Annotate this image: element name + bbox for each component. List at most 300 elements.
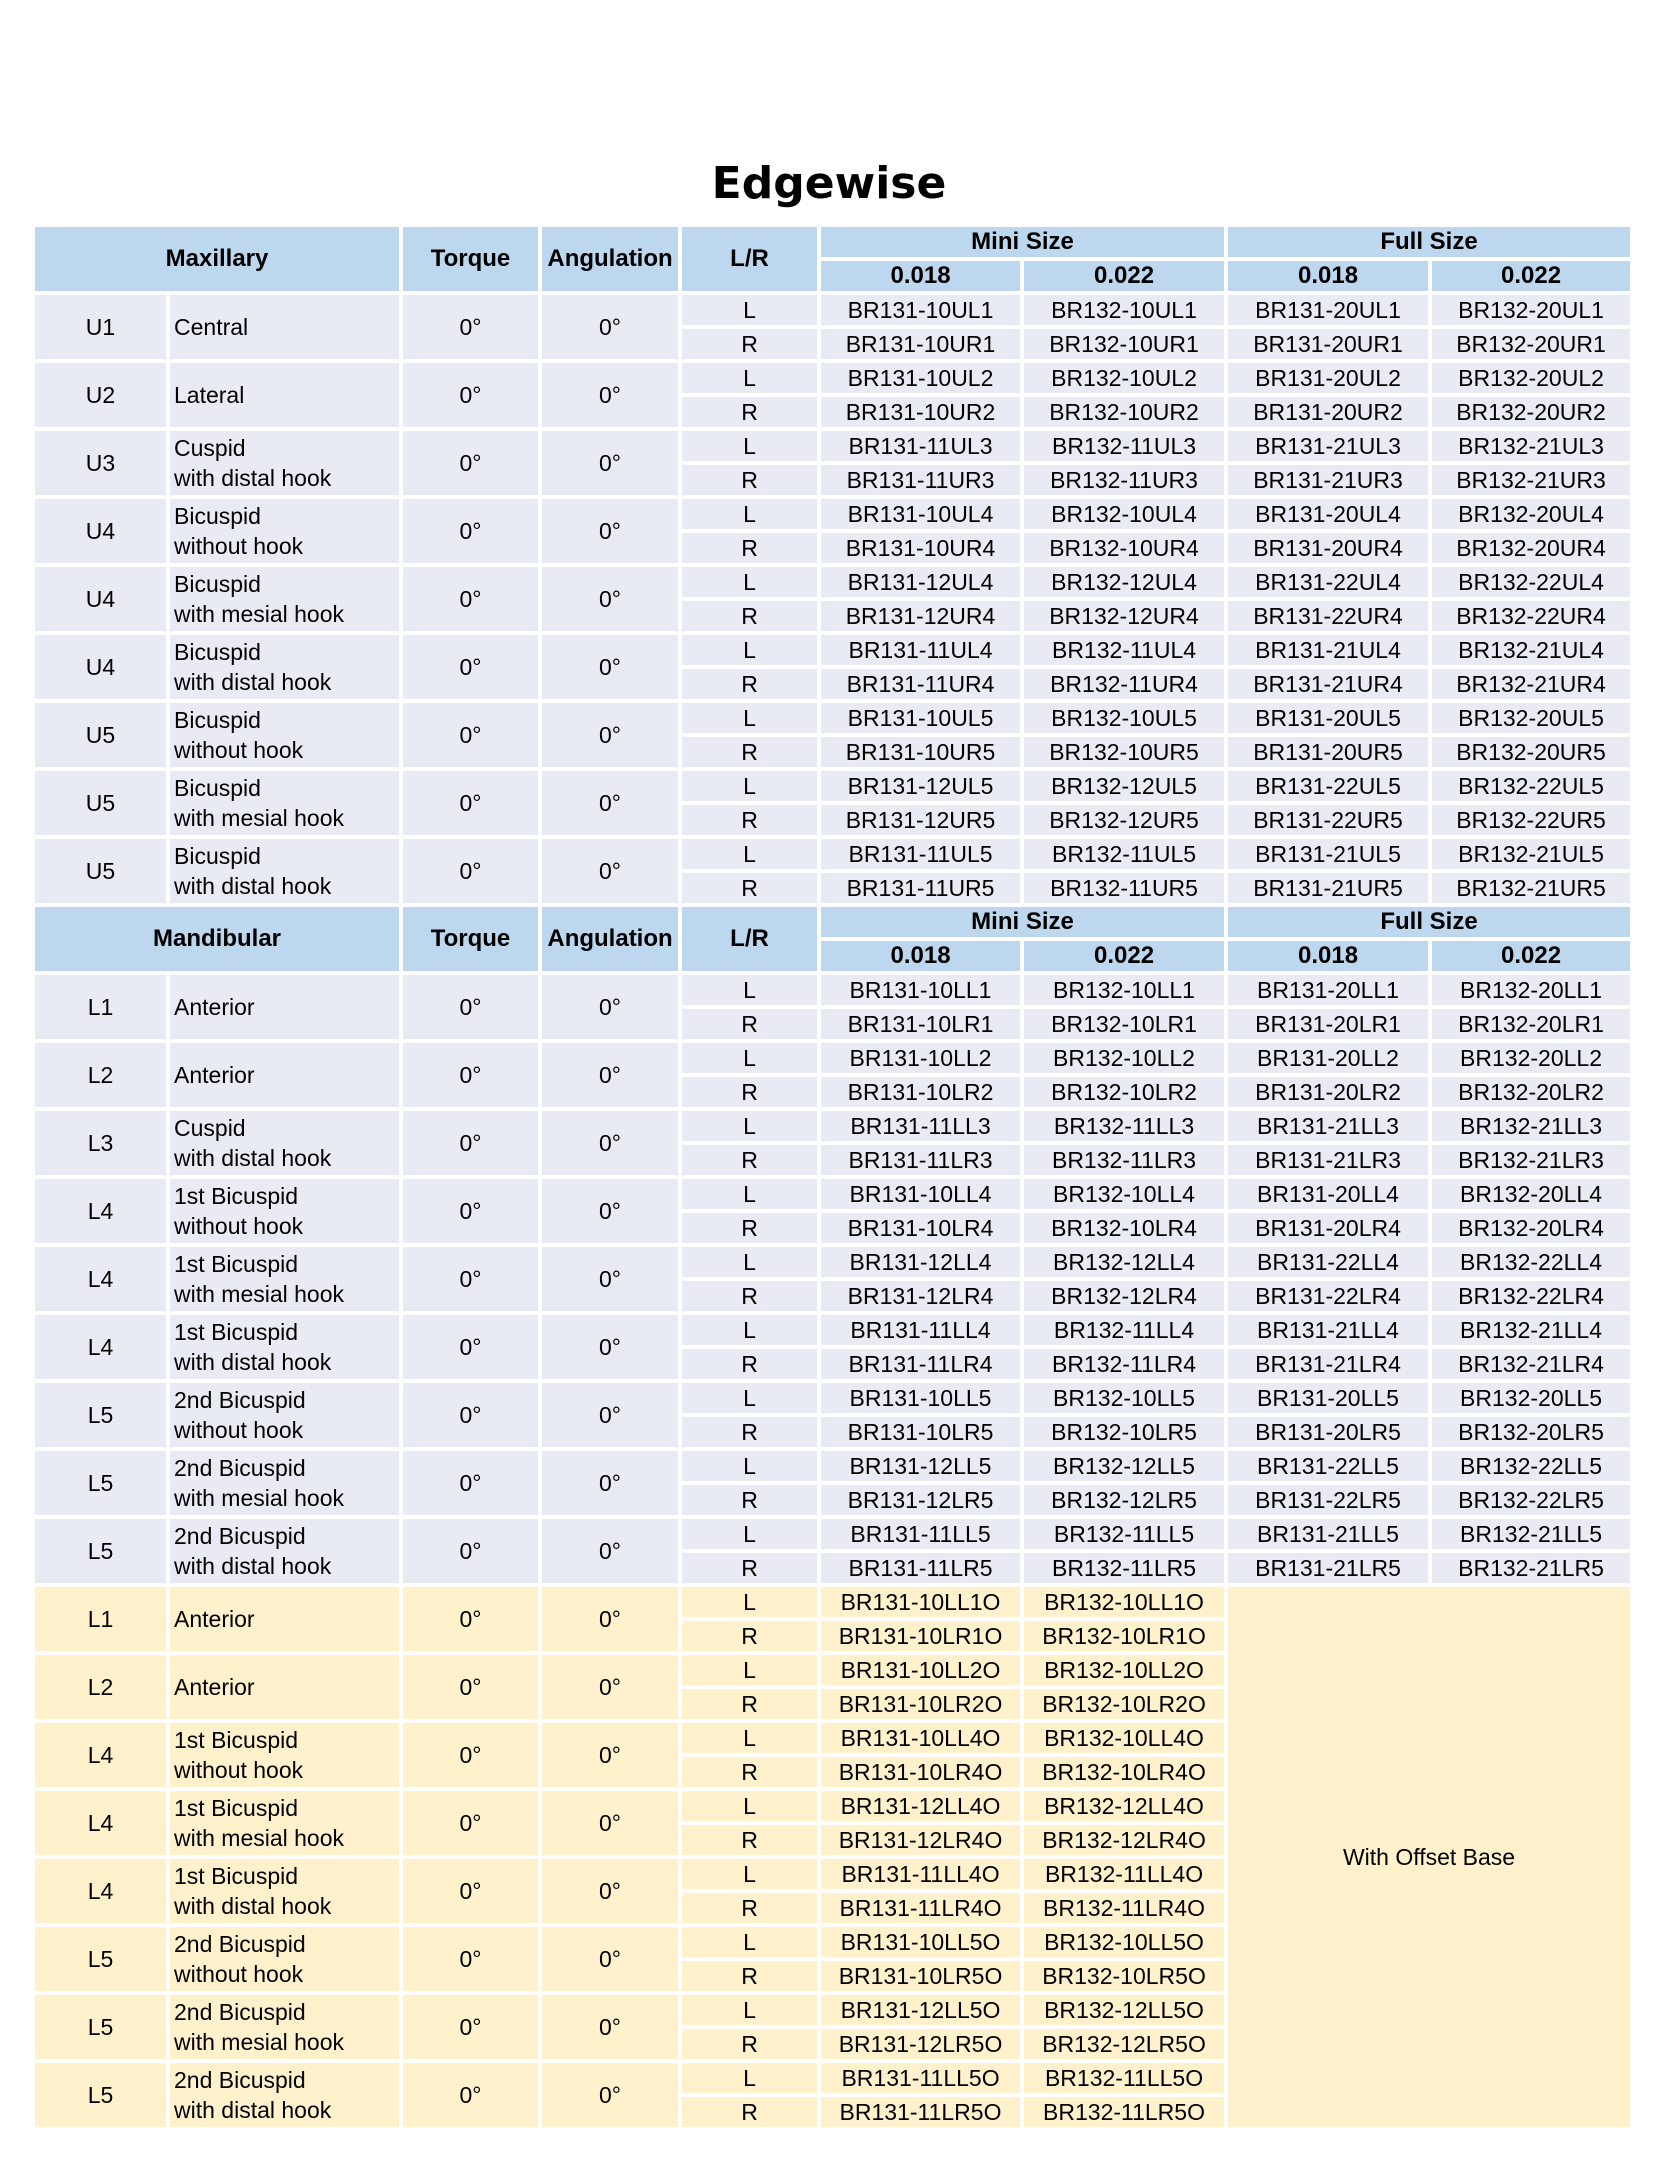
code-cell: BR131-21UL5 <box>1228 839 1428 869</box>
code-cell: BR131-22LR4 <box>1228 1281 1428 1311</box>
angulation-cell: 0° <box>542 1247 678 1311</box>
side-cell: L <box>682 295 817 325</box>
angulation-cell: 0° <box>542 1723 678 1787</box>
code-cell: BR132-20UR1 <box>1432 329 1630 359</box>
side-cell: R <box>682 873 817 903</box>
side-cell: L <box>682 2063 817 2093</box>
description-line: 2nd Bicuspid <box>174 1999 306 2025</box>
code-cell: BR132-21LL4 <box>1432 1315 1630 1345</box>
description-line: with mesial hook <box>174 2029 345 2055</box>
code-cell: BR131-10LR2 <box>821 1077 1020 1107</box>
side-cell: L <box>682 1859 817 1889</box>
code-cell: BR132-20LL5 <box>1432 1383 1630 1413</box>
side-cell: L <box>682 1587 817 1617</box>
code-cell: BR132-10LR5O <box>1024 1961 1224 1991</box>
code-cell: BR132-22UR4 <box>1432 601 1630 631</box>
code-cell: BR131-20UR1 <box>1228 329 1428 359</box>
full-size-header: Full Size <box>1228 907 1630 937</box>
lr-header: L/R <box>682 227 817 291</box>
tooth-cell: L1 <box>35 1587 166 1651</box>
code-cell: BR131-10UL5 <box>821 703 1020 733</box>
code-cell: BR132-20LR1 <box>1432 1009 1630 1039</box>
side-cell: R <box>682 1349 817 1379</box>
tooth-cell: L4 <box>35 1723 166 1787</box>
description-cell <box>170 1791 399 1855</box>
description-cell <box>170 1859 399 1923</box>
description-line: 1st Bicuspid <box>174 1795 299 1821</box>
code-cell: BR132-10LR2 <box>1024 1077 1224 1107</box>
description-line: 1st Bicuspid <box>174 1863 299 1889</box>
code-cell: BR132-10UR2 <box>1024 397 1224 427</box>
angulation-cell: 0° <box>542 1315 678 1379</box>
description-line: 1st Bicuspid <box>174 1183 299 1209</box>
code-cell: BR132-11LL4 <box>1024 1315 1224 1345</box>
code-cell: BR131-12UL4 <box>821 567 1020 597</box>
angulation-cell: 0° <box>542 1995 678 2059</box>
code-cell: BR131-11LL4 <box>821 1315 1020 1345</box>
description-cell <box>170 975 399 1039</box>
torque-cell: 0° <box>403 1655 538 1719</box>
code-cell: BR132-22LR4 <box>1432 1281 1630 1311</box>
table-row <box>35 771 1630 801</box>
code-cell: BR132-21LR5 <box>1432 1553 1630 1583</box>
code-cell: BR131-20UR2 <box>1228 397 1428 427</box>
side-cell: R <box>682 669 817 699</box>
page-title: Edgewise <box>711 158 947 209</box>
table-row <box>35 1451 1630 1481</box>
description-cell <box>170 839 399 903</box>
description-line: with mesial hook <box>174 1485 345 1511</box>
code-cell: BR132-20UR4 <box>1432 533 1630 563</box>
code-cell: BR131-21LL3 <box>1228 1111 1428 1141</box>
description-cell <box>170 363 399 427</box>
side-cell: L <box>682 1995 817 2025</box>
description-line: with mesial hook <box>174 1281 345 1307</box>
code-cell: BR131-12LR4 <box>821 1281 1020 1311</box>
description-line: with distal hook <box>174 1145 332 1171</box>
code-cell: BR131-20UR4 <box>1228 533 1428 563</box>
torque-cell: 0° <box>403 295 538 359</box>
code-cell: BR131-21LR4 <box>1228 1349 1428 1379</box>
code-cell: BR132-11LR5 <box>1024 1553 1224 1583</box>
tooth-cell: L5 <box>35 1451 166 1515</box>
full-018-header: 0.018 <box>1228 941 1428 971</box>
side-cell: L <box>682 635 817 665</box>
code-cell: BR131-21UL3 <box>1228 431 1428 461</box>
side-cell: L <box>682 1315 817 1345</box>
code-cell: BR132-10LR5 <box>1024 1417 1224 1447</box>
table-row <box>35 499 1630 529</box>
side-cell: L <box>682 1927 817 1957</box>
code-cell: BR132-20LL2 <box>1432 1043 1630 1073</box>
description-line: without hook <box>174 1417 304 1443</box>
code-cell: BR132-10UL2 <box>1024 363 1224 393</box>
description-line: Anterior <box>174 1062 255 1088</box>
description-line: Cuspid <box>174 1115 246 1141</box>
code-cell: BR132-11UL3 <box>1024 431 1224 461</box>
description-line: without hook <box>174 533 304 559</box>
code-cell: BR131-22LL4 <box>1228 1247 1428 1277</box>
description-line: with distal hook <box>174 669 332 695</box>
angulation-cell: 0° <box>542 1791 678 1855</box>
torque-cell: 0° <box>403 1791 538 1855</box>
code-cell: BR132-10LL2 <box>1024 1043 1224 1073</box>
code-cell: BR132-11UR4 <box>1024 669 1224 699</box>
code-cell: BR132-11UR5 <box>1024 873 1224 903</box>
code-cell: BR131-21LR5 <box>1228 1553 1428 1583</box>
table-row <box>35 839 1630 869</box>
code-cell: BR132-10LL2O <box>1024 1655 1224 1685</box>
table-row <box>35 1179 1630 1209</box>
tooth-cell: L4 <box>35 1179 166 1243</box>
code-cell: BR131-12LR5 <box>821 1485 1020 1515</box>
side-cell: R <box>682 2097 817 2127</box>
torque-cell: 0° <box>403 975 538 1039</box>
code-cell: BR131-20UR5 <box>1228 737 1428 767</box>
code-cell: BR132-11LL5O <box>1024 2063 1224 2093</box>
code-cell: BR132-10LL1 <box>1024 975 1224 1005</box>
angulation-cell: 0° <box>542 635 678 699</box>
code-cell: BR132-10UR4 <box>1024 533 1224 563</box>
description-line: with distal hook <box>174 2097 332 2123</box>
code-cell: BR131-12UR4 <box>821 601 1020 631</box>
description-line: 2nd Bicuspid <box>174 1455 306 1481</box>
description-line: without hook <box>174 1213 304 1239</box>
code-cell: BR132-11LL5 <box>1024 1519 1224 1549</box>
code-cell: BR131-10LL2 <box>821 1043 1020 1073</box>
side-cell: R <box>682 1009 817 1039</box>
side-cell: R <box>682 1621 817 1651</box>
description-cell <box>170 567 399 631</box>
side-cell: L <box>682 1043 817 1073</box>
code-cell: BR131-11LR3 <box>821 1145 1020 1175</box>
tooth-cell: L2 <box>35 1655 166 1719</box>
code-cell: BR131-20LR4 <box>1228 1213 1428 1243</box>
torque-cell: 0° <box>403 1179 538 1243</box>
code-cell: BR131-12LR4O <box>821 1825 1020 1855</box>
code-cell: BR131-10UL4 <box>821 499 1020 529</box>
description-cell <box>170 1723 399 1787</box>
code-cell: BR131-21UR4 <box>1228 669 1428 699</box>
table-row <box>35 975 1630 1005</box>
torque-cell: 0° <box>403 1927 538 1991</box>
code-cell: BR131-22UL4 <box>1228 567 1428 597</box>
code-cell: BR132-12LR4 <box>1024 1281 1224 1311</box>
side-cell: R <box>682 1077 817 1107</box>
code-cell: BR131-10LL1 <box>821 975 1020 1005</box>
torque-cell: 0° <box>403 431 538 495</box>
table-row <box>35 1519 1630 1549</box>
description-line: Bicuspid <box>174 639 261 665</box>
code-cell: BR132-21LL3 <box>1432 1111 1630 1141</box>
code-cell: BR131-10UR1 <box>821 329 1020 359</box>
code-cell: BR132-21UL4 <box>1432 635 1630 665</box>
code-cell: BR132-12LL5 <box>1024 1451 1224 1481</box>
tooth-cell: U5 <box>35 771 166 835</box>
description-cell <box>170 1043 399 1107</box>
mini-022-header: 0.022 <box>1024 941 1224 971</box>
code-cell: BR131-10LR4O <box>821 1757 1020 1787</box>
description-cell <box>170 2063 399 2127</box>
tooth-cell: L1 <box>35 975 166 1039</box>
code-cell: BR131-21LL5 <box>1228 1519 1428 1549</box>
side-cell: R <box>682 1145 817 1175</box>
code-cell: BR131-10LL2O <box>821 1655 1020 1685</box>
description-cell <box>170 1655 399 1719</box>
full-022-header: 0.022 <box>1432 941 1630 971</box>
description-line: 2nd Bicuspid <box>174 1523 306 1549</box>
description-cell <box>170 1519 399 1583</box>
side-cell: L <box>682 1111 817 1141</box>
full-018-header: 0.018 <box>1228 261 1428 291</box>
code-cell: BR132-11LR4 <box>1024 1349 1224 1379</box>
side-cell: R <box>682 329 817 359</box>
description-line: with distal hook <box>174 465 332 491</box>
code-cell: BR132-10LL4 <box>1024 1179 1224 1209</box>
code-cell: BR131-22UR5 <box>1228 805 1428 835</box>
side-cell: L <box>682 431 817 461</box>
side-cell: R <box>682 601 817 631</box>
description-line: with distal hook <box>174 1553 332 1579</box>
code-cell: BR131-20UL4 <box>1228 499 1428 529</box>
mini-018-header: 0.018 <box>821 261 1020 291</box>
tooth-cell: L4 <box>35 1315 166 1379</box>
code-cell: BR131-20UL1 <box>1228 295 1428 325</box>
side-cell: L <box>682 771 817 801</box>
tooth-cell: L2 <box>35 1043 166 1107</box>
angulation-cell: 0° <box>542 975 678 1039</box>
code-cell: BR131-21UR3 <box>1228 465 1428 495</box>
angulation-cell: 0° <box>542 363 678 427</box>
tooth-cell: L5 <box>35 1519 166 1583</box>
tooth-cell: U4 <box>35 567 166 631</box>
side-cell: L <box>682 1655 817 1685</box>
tooth-cell: U4 <box>35 635 166 699</box>
code-cell: BR132-11UR3 <box>1024 465 1224 495</box>
code-cell: BR131-11LL5 <box>821 1519 1020 1549</box>
code-cell: BR132-12LL4 <box>1024 1247 1224 1277</box>
description-line: Bicuspid <box>174 503 261 529</box>
description-cell <box>170 1587 399 1651</box>
torque-header: Torque <box>403 907 538 971</box>
code-cell: BR131-20LL5 <box>1228 1383 1428 1413</box>
torque-cell: 0° <box>403 1043 538 1107</box>
code-cell: BR131-20LR2 <box>1228 1077 1428 1107</box>
code-cell: BR132-20UR2 <box>1432 397 1630 427</box>
side-cell: R <box>682 1281 817 1311</box>
description-cell <box>170 703 399 767</box>
tooth-cell: U5 <box>35 703 166 767</box>
table-row <box>35 635 1630 665</box>
description-line: without hook <box>174 1961 304 1987</box>
torque-cell: 0° <box>403 1995 538 2059</box>
code-cell: BR131-20LL4 <box>1228 1179 1428 1209</box>
code-cell: BR132-21UR4 <box>1432 669 1630 699</box>
description-cell <box>170 635 399 699</box>
code-cell: BR131-10LL4 <box>821 1179 1020 1209</box>
description-cell <box>170 295 399 359</box>
code-cell: BR132-10LR4 <box>1024 1213 1224 1243</box>
torque-cell: 0° <box>403 1451 538 1515</box>
table-row <box>35 431 1630 461</box>
code-cell: BR131-20LR1 <box>1228 1009 1428 1039</box>
side-cell: L <box>682 839 817 869</box>
table-row <box>35 1247 1630 1277</box>
side-cell: R <box>682 533 817 563</box>
side-cell: L <box>682 1791 817 1821</box>
torque-cell: 0° <box>403 1111 538 1175</box>
code-cell: BR131-11LR5 <box>821 1553 1020 1583</box>
maxillary-header-row <box>35 227 1630 257</box>
description-line: Bicuspid <box>174 571 261 597</box>
code-cell: BR132-10LR1O <box>1024 1621 1224 1651</box>
code-cell: BR131-10UR4 <box>821 533 1020 563</box>
side-cell: R <box>682 1417 817 1447</box>
code-cell: BR132-22LL5 <box>1432 1451 1630 1481</box>
torque-cell: 0° <box>403 499 538 563</box>
angulation-cell: 0° <box>542 1111 678 1175</box>
mini-018-header: 0.018 <box>821 941 1020 971</box>
full-size-header: Full Size <box>1228 227 1630 257</box>
angulation-cell: 0° <box>542 1927 678 1991</box>
description-line: with mesial hook <box>174 601 345 627</box>
code-cell: BR131-20UL2 <box>1228 363 1428 393</box>
side-cell: R <box>682 465 817 495</box>
description-line: Cuspid <box>174 435 246 461</box>
angulation-cell: 0° <box>542 1043 678 1107</box>
code-cell: BR131-21LL4 <box>1228 1315 1428 1345</box>
tooth-cell: L5 <box>35 1995 166 2059</box>
torque-cell: 0° <box>403 567 538 631</box>
description-cell <box>170 1179 399 1243</box>
code-cell: BR131-10UL1 <box>821 295 1020 325</box>
code-cell: BR132-22UL4 <box>1432 567 1630 597</box>
angulation-cell: 0° <box>542 1587 678 1651</box>
code-cell: BR132-11LL4O <box>1024 1859 1224 1889</box>
code-cell: BR131-11LL3 <box>821 1111 1020 1141</box>
code-cell: BR132-12LR4O <box>1024 1825 1224 1855</box>
torque-cell: 0° <box>403 1315 538 1379</box>
description-cell <box>170 1247 399 1311</box>
code-cell: BR132-12UR5 <box>1024 805 1224 835</box>
tooth-cell: U1 <box>35 295 166 359</box>
description-line: 2nd Bicuspid <box>174 1387 306 1413</box>
tooth-cell: L3 <box>35 1111 166 1175</box>
side-cell: R <box>682 397 817 427</box>
code-cell: BR131-11UR5 <box>821 873 1020 903</box>
full-022-header: 0.022 <box>1432 261 1630 291</box>
table-row <box>35 703 1630 733</box>
table-row <box>35 1043 1630 1073</box>
description-line: 2nd Bicuspid <box>174 2067 306 2093</box>
code-cell: BR131-11UR4 <box>821 669 1020 699</box>
code-cell: BR132-10LL4O <box>1024 1723 1224 1753</box>
angulation-cell: 0° <box>542 771 678 835</box>
side-cell: R <box>682 1689 817 1719</box>
code-cell: BR132-20LR5 <box>1432 1417 1630 1447</box>
table-row <box>35 295 1630 325</box>
side-cell: L <box>682 1519 817 1549</box>
code-cell: BR132-11LL3 <box>1024 1111 1224 1141</box>
angulation-cell: 0° <box>542 567 678 631</box>
angulation-cell: 0° <box>542 499 678 563</box>
torque-header: Torque <box>403 227 538 291</box>
mini-size-header: Mini Size <box>821 227 1224 257</box>
description-cell <box>170 1451 399 1515</box>
description-line: 1st Bicuspid <box>174 1727 299 1753</box>
side-cell: L <box>682 1451 817 1481</box>
angulation-cell: 0° <box>542 1859 678 1923</box>
torque-cell: 0° <box>403 1587 538 1651</box>
code-cell: BR131-20LL1 <box>1228 975 1428 1005</box>
code-cell: BR131-22LL5 <box>1228 1451 1428 1481</box>
code-cell: BR132-12LL4O <box>1024 1791 1224 1821</box>
tooth-cell: U5 <box>35 839 166 903</box>
code-cell: BR131-20LR5 <box>1228 1417 1428 1447</box>
code-cell: BR132-11LR4O <box>1024 1893 1224 1923</box>
code-cell: BR131-10LL5 <box>821 1383 1020 1413</box>
code-cell: BR132-12UL4 <box>1024 567 1224 597</box>
code-cell: BR131-21LR3 <box>1228 1145 1428 1175</box>
code-cell: BR131-20UL5 <box>1228 703 1428 733</box>
mandibular-header: Mandibular <box>35 907 399 971</box>
angulation-cell: 0° <box>542 2063 678 2127</box>
code-cell: BR131-10UL2 <box>821 363 1020 393</box>
description-line: Bicuspid <box>174 775 261 801</box>
description-line: Anterior <box>174 1674 255 1700</box>
angulation-cell: 0° <box>542 1451 678 1515</box>
code-cell: BR132-21UL3 <box>1432 431 1630 461</box>
code-cell: BR131-10LL5O <box>821 1927 1020 1957</box>
tooth-cell: L4 <box>35 1791 166 1855</box>
side-cell: L <box>682 567 817 597</box>
code-cell: BR131-10LR1O <box>821 1621 1020 1651</box>
code-cell: BR131-11LL4O <box>821 1859 1020 1889</box>
code-cell: BR132-10UL4 <box>1024 499 1224 529</box>
tooth-cell: L5 <box>35 1927 166 1991</box>
table-row <box>35 363 1630 393</box>
description-line: with distal hook <box>174 1349 332 1375</box>
maxillary-header: Maxillary <box>35 227 399 291</box>
angulation-cell: 0° <box>542 295 678 359</box>
code-cell: BR131-20LL2 <box>1228 1043 1428 1073</box>
code-cell: BR131-10UR5 <box>821 737 1020 767</box>
description-cell <box>170 1927 399 1991</box>
table-row <box>35 567 1630 597</box>
torque-cell: 0° <box>403 1519 538 1583</box>
table-row <box>35 1383 1630 1413</box>
code-cell: BR131-11UR3 <box>821 465 1020 495</box>
tooth-cell: L5 <box>35 1383 166 1447</box>
side-cell: L <box>682 1179 817 1209</box>
code-cell: BR132-10UR1 <box>1024 329 1224 359</box>
bracket-table <box>31 223 1634 2131</box>
code-cell: BR132-10LR2O <box>1024 1689 1224 1719</box>
code-cell: BR131-12LR5O <box>821 2029 1020 2059</box>
code-cell: BR131-10UR2 <box>821 397 1020 427</box>
code-cell: BR132-22LR5 <box>1432 1485 1630 1515</box>
description-line: 1st Bicuspid <box>174 1251 299 1277</box>
description-line: 1st Bicuspid <box>174 1319 299 1345</box>
description-line: Anterior <box>174 994 255 1020</box>
torque-cell: 0° <box>403 1859 538 1923</box>
code-cell: BR131-22UL5 <box>1228 771 1428 801</box>
code-cell: BR132-21UR5 <box>1432 873 1630 903</box>
code-cell: BR132-21LL5 <box>1432 1519 1630 1549</box>
description-line: without hook <box>174 1757 304 1783</box>
description-cell <box>170 431 399 495</box>
description-line: Anterior <box>174 1606 255 1632</box>
